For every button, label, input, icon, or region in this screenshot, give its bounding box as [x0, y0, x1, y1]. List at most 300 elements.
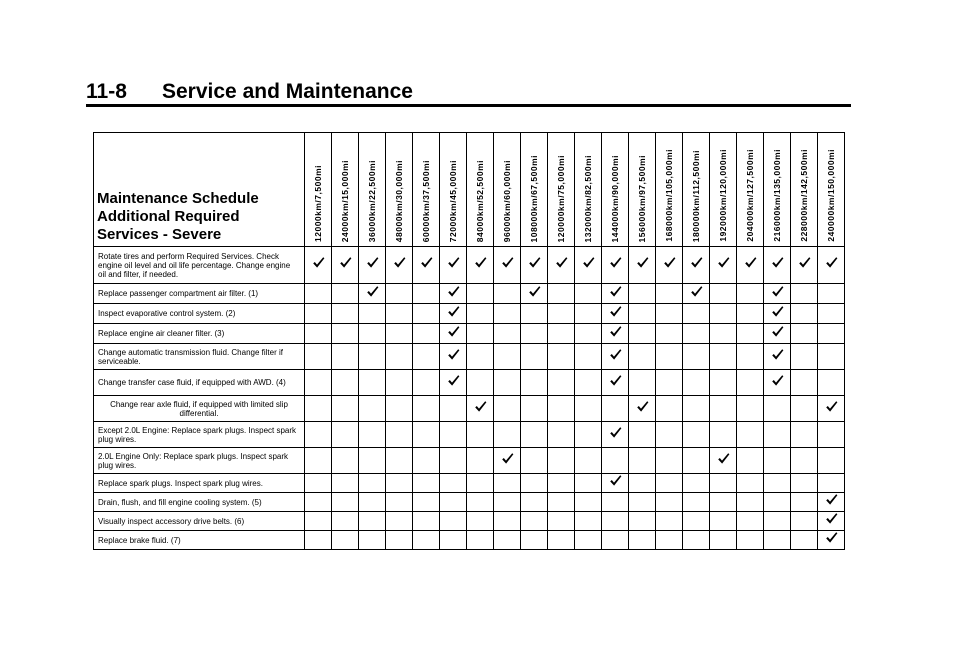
checkmark-icon: [825, 400, 838, 413]
schedule-cell: [575, 370, 602, 396]
schedule-cell: [791, 512, 818, 531]
schedule-cell: [737, 324, 764, 344]
checkmark-icon: [771, 256, 784, 269]
interval-header: [467, 133, 494, 247]
schedule-cell: [818, 531, 845, 550]
schedule-cell: [494, 474, 521, 493]
schedule-cell: [440, 396, 467, 422]
interval-header: [791, 133, 818, 247]
schedule-cell: [494, 324, 521, 344]
checkmark-icon: [447, 256, 460, 269]
schedule-cell: [764, 493, 791, 512]
schedule-cell: [467, 531, 494, 550]
schedule-cell: [710, 531, 737, 550]
schedule-cell: [521, 247, 548, 284]
checkmark-icon: [609, 256, 622, 269]
schedule-cell: [413, 422, 440, 448]
schedule-cell: [359, 512, 386, 531]
schedule-cell: [467, 396, 494, 422]
schedule-cell: [602, 493, 629, 512]
schedule-cell: [602, 324, 629, 344]
schedule-cell: [575, 304, 602, 324]
schedule-cell: [602, 304, 629, 324]
interval-label: 240000km/150,000mi: [826, 149, 836, 242]
schedule-cell: [359, 531, 386, 550]
checkmark-icon: [771, 374, 784, 387]
schedule-cell: [494, 396, 521, 422]
schedule-cell: [710, 474, 737, 493]
service-description: [94, 344, 305, 370]
checkmark-icon: [825, 256, 838, 269]
schedule-cell: [602, 531, 629, 550]
schedule-cell: [305, 474, 332, 493]
schedule-cell: [359, 370, 386, 396]
schedule-cell: [548, 512, 575, 531]
table-row: [94, 474, 845, 493]
schedule-cell: [413, 344, 440, 370]
schedule-cell: [575, 324, 602, 344]
schedule-cell: [575, 284, 602, 304]
schedule-cell: [629, 422, 656, 448]
service-text: Drain, flush, and fill engine cooling system. (5): [98, 497, 262, 507]
interval-label: 132000km/82,500mi: [583, 154, 593, 242]
interval-label: 36000km/22,500mi: [367, 159, 377, 242]
interval-header: [305, 133, 332, 247]
checkmark-icon: [744, 256, 757, 269]
checkmark-icon: [825, 493, 838, 506]
interval-header: [737, 133, 764, 247]
table-row: [94, 512, 845, 531]
schedule-cell: [386, 493, 413, 512]
schedule-cell: [683, 512, 710, 531]
schedule-cell: [332, 304, 359, 324]
schedule-cell: [467, 284, 494, 304]
schedule-cell: [413, 448, 440, 474]
schedule-cell: [818, 493, 845, 512]
schedule-cell: [683, 324, 710, 344]
service-description: [94, 474, 305, 493]
interval-label: 192000km/120,000mi: [718, 149, 728, 242]
schedule-cell: [413, 247, 440, 284]
schedule-cell: [683, 304, 710, 324]
service-text: Except 2.0L Engine: Replace spark plugs. Inspect spark plug wires.: [98, 425, 297, 444]
checkmark-icon: [339, 256, 352, 269]
schedule-cell: [818, 370, 845, 396]
checkmark-icon: [798, 256, 811, 269]
schedule-cell: [521, 474, 548, 493]
table-row: [94, 448, 845, 474]
schedule-cell: [791, 370, 818, 396]
schedule-cell: [440, 247, 467, 284]
checkmark-icon: [663, 256, 676, 269]
schedule-cell: [359, 474, 386, 493]
service-description: [94, 531, 305, 550]
schedule-cell: [548, 448, 575, 474]
checkmark-icon: [609, 374, 622, 387]
table-row: [94, 304, 845, 324]
schedule-cell: [656, 344, 683, 370]
page-number: 11-8: [86, 80, 127, 103]
checkmark-icon: [771, 348, 784, 361]
schedule-cell: [602, 422, 629, 448]
schedule-cell: [440, 284, 467, 304]
service-description: [94, 512, 305, 531]
schedule-cell: [305, 324, 332, 344]
interval-header: [494, 133, 521, 247]
schedule-cell: [440, 304, 467, 324]
checkmark-icon: [366, 256, 379, 269]
schedule-cell: [764, 474, 791, 493]
schedule-cell: [656, 448, 683, 474]
table-row: [94, 344, 845, 370]
schedule-cell: [737, 370, 764, 396]
schedule-cell: [764, 422, 791, 448]
schedule-cell: [575, 422, 602, 448]
checkmark-icon: [447, 374, 460, 387]
schedule-cell: [494, 448, 521, 474]
schedule-cell: [710, 247, 737, 284]
schedule-cell: [305, 396, 332, 422]
schedule-cell: [413, 512, 440, 531]
schedule-cell: [656, 247, 683, 284]
service-text: Replace brake fluid. (7): [98, 535, 181, 545]
schedule-cell: [656, 422, 683, 448]
schedule-cell: [656, 284, 683, 304]
schedule-cell: [602, 396, 629, 422]
interval-label: 24000km/15,000mi: [340, 159, 350, 242]
schedule-cell: [332, 474, 359, 493]
schedule-cell: [332, 344, 359, 370]
table-row: [94, 370, 845, 396]
schedule-cell: [791, 247, 818, 284]
schedule-cell: [710, 284, 737, 304]
schedule-cell: [332, 531, 359, 550]
schedule-cell: [440, 344, 467, 370]
schedule-cell: [305, 370, 332, 396]
schedule-cell: [818, 344, 845, 370]
table-row: [94, 396, 845, 422]
interval-header: [440, 133, 467, 247]
schedule-cell: [710, 396, 737, 422]
schedule-cell: [440, 324, 467, 344]
schedule-cell: [629, 304, 656, 324]
schedule-cell: [656, 512, 683, 531]
service-text: Inspect evaporative control system. (2): [98, 309, 236, 318]
schedule-cell: [359, 493, 386, 512]
interval-label: 120000km/75,000mi: [556, 154, 566, 242]
schedule-cell: [305, 304, 332, 324]
schedule-cell: [386, 422, 413, 448]
schedule-cell: [359, 304, 386, 324]
schedule-cell: [683, 344, 710, 370]
schedule-cell: [710, 304, 737, 324]
schedule-cell: [764, 344, 791, 370]
checkmark-icon: [717, 452, 730, 465]
interval-label: 180000km/112,500mi: [691, 149, 701, 242]
checkmark-icon: [366, 285, 379, 298]
header-row: [94, 133, 845, 247]
checkmark-icon: [609, 325, 622, 338]
schedule-cell: [440, 531, 467, 550]
schedule-cell: [386, 284, 413, 304]
schedule-cell: [548, 493, 575, 512]
schedule-cell: [494, 344, 521, 370]
schedule-cell: [629, 512, 656, 531]
schedule-cell: [413, 304, 440, 324]
service-description: [94, 324, 305, 344]
schedule-cell: [764, 247, 791, 284]
checkmark-icon: [609, 285, 622, 298]
schedule-cell: [386, 247, 413, 284]
interval-header: [764, 133, 791, 247]
table-row: [94, 284, 845, 304]
service-description: [94, 396, 305, 422]
service-description: [94, 247, 305, 284]
schedule-cell: [683, 474, 710, 493]
schedule-cell: [440, 493, 467, 512]
schedule-cell: [818, 448, 845, 474]
checkmark-icon: [690, 256, 703, 269]
schedule-cell: [683, 531, 710, 550]
interval-header: [710, 133, 737, 247]
schedule-cell: [548, 344, 575, 370]
checkmark-icon: [771, 285, 784, 298]
schedule-cell: [494, 512, 521, 531]
service-text: 2.0L Engine Only: Replace spark plugs. Inspect spark plug wires.: [98, 451, 289, 470]
schedule-cell: [494, 304, 521, 324]
schedule-cell: [467, 344, 494, 370]
schedule-cell: [629, 493, 656, 512]
schedule-cell: [710, 512, 737, 531]
interval-header: [359, 133, 386, 247]
schedule-cell: [602, 370, 629, 396]
schedule-cell: [602, 448, 629, 474]
schedule-cell: [521, 304, 548, 324]
schedule-cell: [629, 474, 656, 493]
table-row: [94, 247, 845, 284]
service-description: [94, 284, 305, 304]
schedule-cell: [575, 531, 602, 550]
interval-header: [575, 133, 602, 247]
schedule-cell: [521, 493, 548, 512]
schedule-cell: [359, 344, 386, 370]
checkmark-icon: [636, 256, 649, 269]
schedule-cell: [656, 474, 683, 493]
schedule-cell: [494, 284, 521, 304]
schedule-cell: [332, 512, 359, 531]
schedule-cell: [548, 396, 575, 422]
schedule-cell: [440, 370, 467, 396]
checkmark-icon: [501, 452, 514, 465]
schedule-cell: [656, 493, 683, 512]
schedule-cell: [818, 324, 845, 344]
checkmark-icon: [771, 325, 784, 338]
schedule-cell: [521, 422, 548, 448]
schedule-cell: [521, 448, 548, 474]
interval-header: [548, 133, 575, 247]
schedule-cell: [818, 512, 845, 531]
schedule-cell: [521, 284, 548, 304]
checkmark-icon: [501, 256, 514, 269]
interval-header: [521, 133, 548, 247]
schedule-cell: [764, 304, 791, 324]
schedule-cell: [467, 304, 494, 324]
interval-label: 48000km/30,000mi: [394, 159, 404, 242]
schedule-cell: [764, 370, 791, 396]
service-description: [94, 304, 305, 324]
schedule-cell: [575, 344, 602, 370]
schedule-cell: [305, 531, 332, 550]
schedule-cell: [629, 284, 656, 304]
schedule-cell: [791, 344, 818, 370]
page-header: [86, 80, 851, 104]
page-title: Service and Maintenance: [162, 80, 413, 103]
schedule-cell: [683, 422, 710, 448]
interval-label: 228000km/142,500mi: [799, 149, 809, 242]
maintenance-schedule-table: [93, 132, 845, 550]
schedule-cell: [629, 448, 656, 474]
checkmark-icon: [393, 256, 406, 269]
schedule-cell: [386, 396, 413, 422]
service-text: Rotate tires and perform Required Services. Check engine oil level and oil life percentage. Change engine oil and filter, if needed.: [98, 251, 291, 279]
service-text: Change transfer case fluid, if equipped with AWD. (4): [98, 378, 286, 387]
table-row: [94, 324, 845, 344]
schedule-cell: [791, 493, 818, 512]
schedule-cell: [386, 474, 413, 493]
schedule-cell: [467, 370, 494, 396]
schedule-cell: [332, 396, 359, 422]
interval-label: 216000km/135,000mi: [772, 149, 782, 242]
table-title-line: Additional Required: [97, 208, 240, 225]
checkmark-icon: [528, 285, 541, 298]
interval-header: [656, 133, 683, 247]
schedule-cell: [710, 493, 737, 512]
schedule-cell: [359, 247, 386, 284]
schedule-cell: [629, 247, 656, 284]
checkmark-icon: [447, 285, 460, 298]
schedule-cell: [791, 396, 818, 422]
schedule-cell: [737, 531, 764, 550]
schedule-cell: [737, 247, 764, 284]
schedule-cell: [332, 370, 359, 396]
schedule-cell: [818, 304, 845, 324]
schedule-cell: [683, 284, 710, 304]
schedule-cell: [332, 324, 359, 344]
schedule-cell: [737, 448, 764, 474]
schedule-cell: [467, 448, 494, 474]
schedule-cell: [548, 304, 575, 324]
service-text: Replace engine air cleaner filter. (3): [98, 329, 225, 338]
schedule-cell: [575, 247, 602, 284]
schedule-cell: [548, 247, 575, 284]
checkmark-icon: [582, 256, 595, 269]
schedule-cell: [494, 493, 521, 512]
schedule-cell: [629, 324, 656, 344]
interval-label: 156000km/97,500mi: [637, 154, 647, 242]
table-row: [94, 531, 845, 550]
schedule-cell: [818, 422, 845, 448]
schedule-cell: [359, 396, 386, 422]
schedule-cell: [737, 493, 764, 512]
schedule-cell: [737, 344, 764, 370]
schedule-cell: [683, 370, 710, 396]
schedule-cell: [656, 324, 683, 344]
schedule-cell: [737, 284, 764, 304]
schedule-cell: [656, 304, 683, 324]
schedule-cell: [494, 422, 521, 448]
checkmark-icon: [690, 285, 703, 298]
schedule-cell: [440, 512, 467, 531]
schedule-cell: [710, 344, 737, 370]
interval-label: 60000km/37,500mi: [421, 159, 431, 242]
interval-label: 204000km/127,500mi: [745, 149, 755, 242]
schedule-cell: [305, 448, 332, 474]
schedule-cell: [386, 344, 413, 370]
schedule-cell: [602, 344, 629, 370]
schedule-cell: [467, 493, 494, 512]
interval-label: 72000km/45,000mi: [448, 159, 458, 242]
schedule-cell: [737, 474, 764, 493]
schedule-cell: [413, 324, 440, 344]
schedule-cell: [386, 512, 413, 531]
schedule-cell: [818, 247, 845, 284]
schedule-cell: [764, 531, 791, 550]
schedule-cell: [548, 324, 575, 344]
schedule-cell: [764, 448, 791, 474]
schedule-cell: [332, 422, 359, 448]
checkmark-icon: [717, 256, 730, 269]
interval-header: [386, 133, 413, 247]
schedule-cell: [791, 324, 818, 344]
schedule-cell: [521, 396, 548, 422]
schedule-cell: [386, 448, 413, 474]
checkmark-icon: [609, 348, 622, 361]
interval-label: 144000km/90,000mi: [610, 154, 620, 242]
checkmark-icon: [636, 400, 649, 413]
schedule-cell: [575, 448, 602, 474]
schedule-cell: [575, 512, 602, 531]
checkmark-icon: [474, 256, 487, 269]
schedule-cell: [764, 512, 791, 531]
schedule-cell: [629, 344, 656, 370]
schedule-cell: [305, 247, 332, 284]
schedule-cell: [467, 474, 494, 493]
interval-header: [629, 133, 656, 247]
schedule-cell: [521, 512, 548, 531]
table-title-line: Services - Severe: [97, 226, 222, 243]
schedule-cell: [305, 422, 332, 448]
schedule-cell: [413, 370, 440, 396]
schedule-cell: [710, 370, 737, 396]
checkmark-icon: [528, 256, 541, 269]
schedule-cell: [359, 422, 386, 448]
schedule-cell: [764, 324, 791, 344]
schedule-cell: [521, 531, 548, 550]
interval-label: 12000km/7,500mi: [313, 165, 323, 242]
checkmark-icon: [447, 325, 460, 338]
service-description: [94, 422, 305, 448]
checkmark-icon: [771, 305, 784, 318]
schedule-cell: [359, 448, 386, 474]
schedule-cell: [737, 422, 764, 448]
checkmark-icon: [420, 256, 433, 269]
service-text: Visually inspect accessory drive belts. (6): [98, 516, 245, 526]
checkmark-icon: [312, 256, 325, 269]
checkmark-icon: [555, 256, 568, 269]
schedule-cell: [467, 247, 494, 284]
schedule-cell: [521, 344, 548, 370]
schedule-cell: [737, 512, 764, 531]
